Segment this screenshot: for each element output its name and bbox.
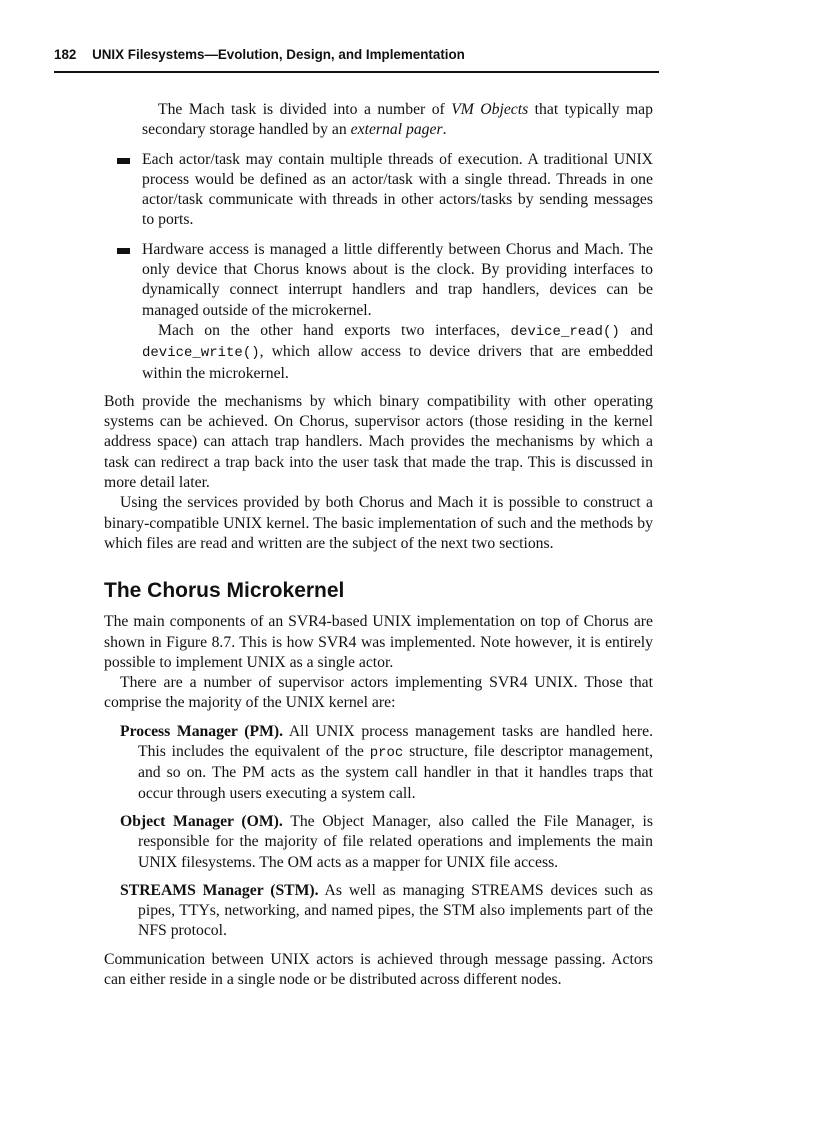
paragraph-main-components: The main components of an SVR4-based UNIX implementation on top of Chorus are shown in Figure 8.7. This is how SVR4 was implemented. Note however, it is entirely possible to implement UNIX as a single actor. — [104, 613, 653, 671]
device-read-code: device_read() — [510, 323, 620, 340]
device-write-code: device_write() — [142, 345, 260, 362]
section-heading: The Chorus Microkernel — [104, 579, 345, 603]
bullet-square-icon — [117, 158, 130, 164]
definition-object-manager: Object Manager (OM). The Object Manager, also called the File Manager, is responsible for the majority of file related operations and implements the main UNIX filesystems. The OM acts as a mapper for UNIX file access. — [120, 812, 653, 871]
page-body — [104, 100, 653, 990]
definition-process-manager: Process Manager (PM). All UNIX process management tasks are handled here. This includes the equivalent of the proc structure, file descriptor management, and so on. The PM acts as the system call handler in that it handles traps that occur through users executing a system call. — [120, 722, 653, 802]
vm-objects-term: VM Objects — [451, 101, 529, 118]
definition-term: Object Manager (OM). — [120, 812, 283, 830]
paragraph-supervisor-actors: There are a number of supervisor actors implementing SVR4 UNIX. Those that comprise the majority of the UNIX kernel are: — [104, 674, 653, 712]
paragraph-communication: Communication between UNIX actors is achieved through message passing. Actors can either reside in a single node or be distributed across different nodes. — [104, 950, 653, 988]
definition-term: Process Manager (PM). — [120, 722, 284, 740]
paragraph-both: Both provide the mechanisms by which binary compatibility with other operating systems can be achieved. On Chorus, supervisor actors (those residing in the kernel address space) can attach trap handlers. Mach provides the mechanisms by which a task can redirect a trap back into the user task that made the trap. This is discussed in more detail later. — [104, 392, 653, 492]
proc-code: proc — [369, 745, 404, 762]
mach-task-paragraph: The Mach task is divided into a number of VM Objects that typically map secondary storage handled by an external pager. — [142, 101, 653, 139]
book-title: UNIX Filesystems—Evolution, Design, and Implementation — [92, 47, 465, 62]
header-rule — [54, 71, 659, 73]
bullet-threads-text: Each actor/task may contain multiple threads of execution. A traditional UNIX process would be defined as an actor/task with a single thread. Threads in one actor/task communicate with threads in other actors/tasks by sending messages to ports. — [142, 150, 653, 229]
bullet-threads — [142, 150, 653, 231]
paragraph-using: Using the services provided by both Chorus and Mach it is possible to construct a binary-compatible UNIX kernel. The basic implementation of such and the methods by which files are read and written are the subject of the next two sections. — [104, 494, 653, 552]
bullet-hardware-mach-text: Mach on the other hand exports two interfaces, device_read() and device_write(), which allow access to device drivers that are embedded within the microkernel. — [142, 321, 653, 382]
definition-term: STREAMS Manager (STM). — [120, 881, 319, 899]
page-number: 182 — [54, 47, 77, 62]
bullet-hardware — [142, 240, 653, 384]
definition-streams-manager: STREAMS Manager (STM). As well as managing STREAMS devices such as pipes, TTYs, networking, and named pipes, the STM also implements part of the NFS protocol. — [120, 881, 653, 940]
running-head — [54, 47, 658, 62]
bullet-square-icon — [117, 248, 130, 254]
external-pager-term: external pager — [350, 121, 443, 139]
bullet-hardware-text: Hardware access is managed a little differently between Chorus and Mach. The only device that Chorus knows about is the clock. By providing interfaces to dynamically connect interrupt handlers and trap handlers, devices can be managed outside of the microkernel. — [142, 240, 653, 319]
